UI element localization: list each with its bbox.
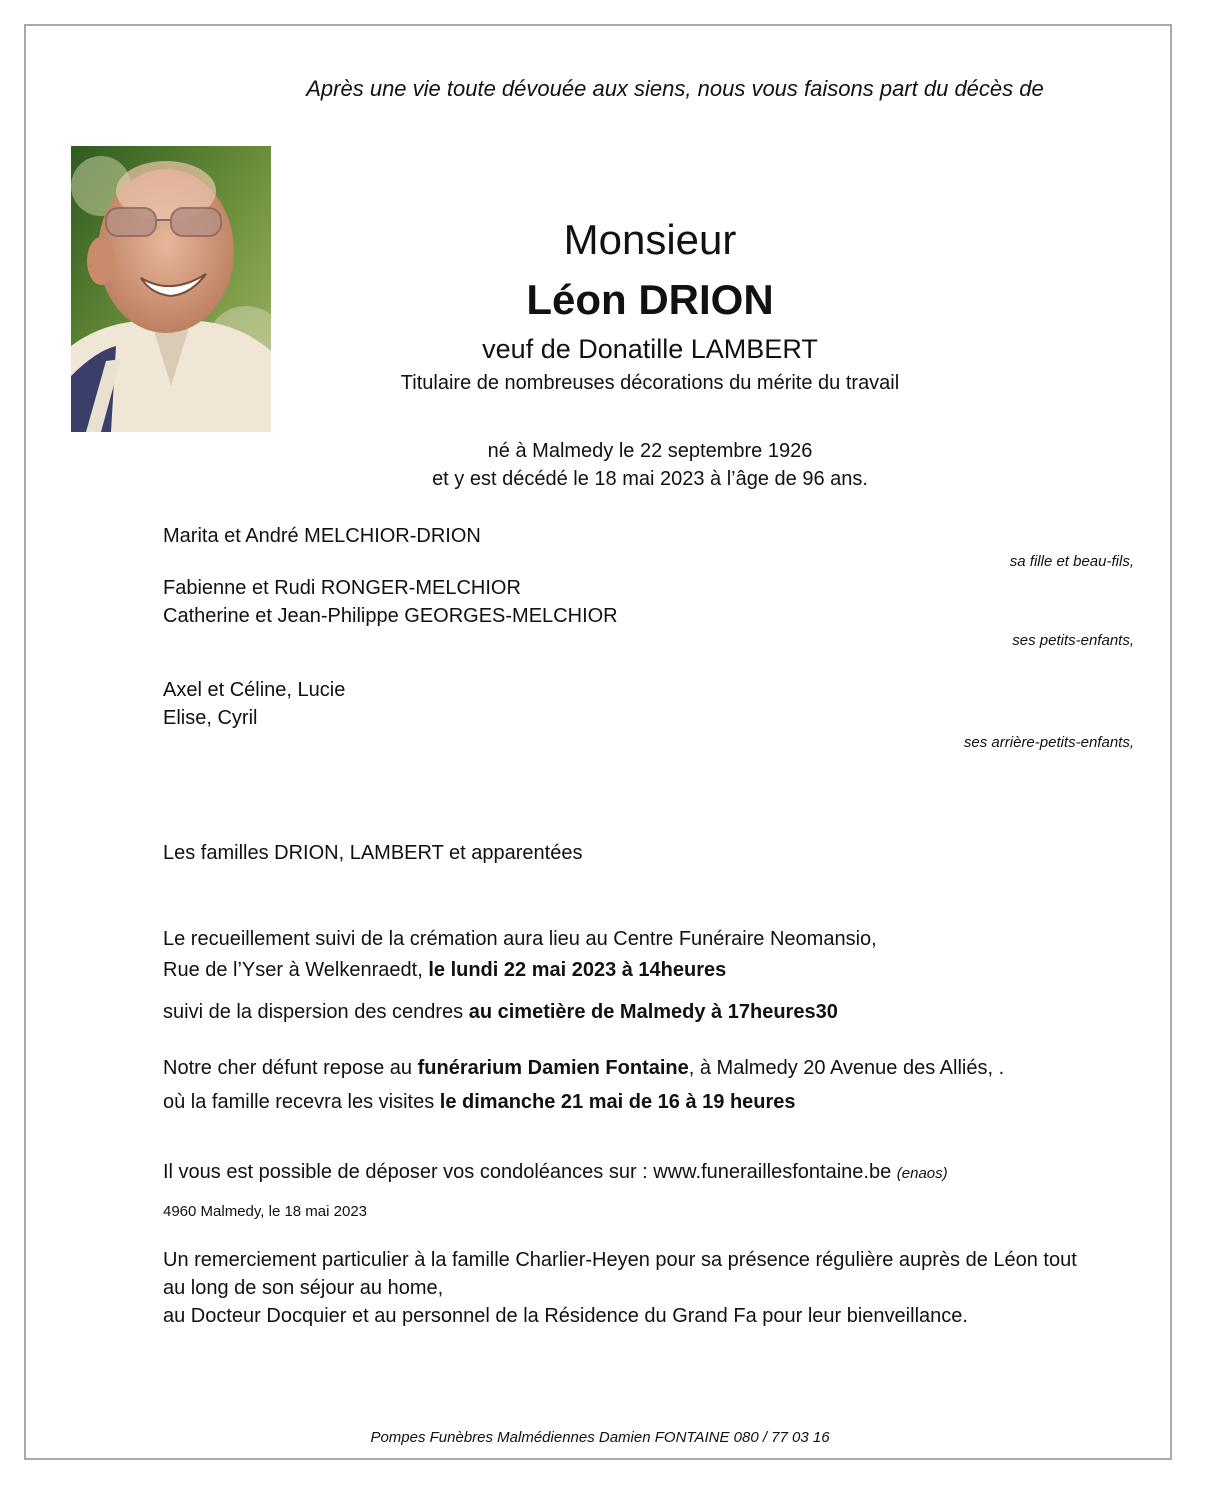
- family-families: Les familles DRION, LAMBERT et apparentées: [163, 842, 583, 864]
- ceremony-line-2: [163, 959, 726, 982]
- relation-grandchildren: ses petits-enfants,: [1012, 632, 1134, 649]
- ceremony-line-3: [163, 1001, 838, 1024]
- dispersion-text: suivi de la dispersion des cendres: [163, 1001, 469, 1023]
- visit-datetime: le dimanche 21 mai de 16 à 19 heures: [439, 1091, 796, 1113]
- portrait-photo: [71, 146, 271, 432]
- dispersion-place-time: au cimetière de Malmedy à 17heures30: [468, 1001, 838, 1023]
- family-great-grandchild-1: Axel et Céline, Lucie: [163, 679, 346, 701]
- family-grandchild-1: Fabienne et Rudi RONGER-MELCHIOR: [163, 577, 521, 599]
- ceremony-location: Rue de l’Yser à Welkenraedt,: [163, 959, 429, 981]
- birth-line: né à Malmedy le 22 septembre 1926: [487, 440, 813, 462]
- thanks-line-2: au long de son séjour au home,: [163, 1277, 444, 1299]
- condolences-note: (enaos): [896, 1165, 948, 1182]
- ceremony-line-1: Le recueillement suivi de la crémation aura lieu au Centre Funéraire Neomansio,: [163, 928, 877, 950]
- footer-funeral-director: Pompes Funèbres Malmédiennes Damien FONTAINE 080 / 77 03 16: [370, 1429, 830, 1446]
- visit-text-b: où la famille recevra les visites: [163, 1091, 440, 1113]
- place-date: 4960 Malmedy, le 18 mai 2023: [163, 1203, 368, 1220]
- spouse-line: veuf de Donatille LAMBERT: [482, 334, 818, 364]
- deceased-name: Léon DRION: [526, 276, 774, 323]
- family-grandchild-2: Catherine et Jean-Philippe GEORGES-MELCHIOR: [163, 605, 618, 627]
- thanks-line-3: au Docteur Docquier et au personnel de la Résidence du Grand Fa pour leur bienveillance.: [163, 1305, 968, 1327]
- ceremony-datetime: le lundi 22 mai 2023 à 14heures: [428, 959, 727, 981]
- portrait-image: [71, 146, 271, 432]
- family-great-grandchild-2: Elise, Cyril: [163, 707, 258, 729]
- honors-line: Titulaire de nombreuses décorations du mérite du travail: [400, 372, 900, 394]
- relation-daughter: sa fille et beau-fils,: [1009, 553, 1134, 570]
- intro-text: Après une vie toute dévouée aux siens, nous vous faisons part du décès de: [306, 76, 1044, 101]
- thanks-line-1: Un remerciement particulier à la famille Charlier-Heyen pour sa présence régulière auprès de Léon tout: [163, 1249, 1077, 1271]
- visit-text-a: Notre cher défunt repose au: [163, 1057, 418, 1079]
- visit-address: , à Malmedy 20 Avenue des Alliés, .: [688, 1057, 1005, 1079]
- condolences-text: Il vous est possible de déposer vos condoléances sur : www.funeraillesfontaine.be: [163, 1161, 892, 1183]
- death-line: et y est décédé le 18 mai 2023 à l’âge de 96 ans.: [432, 468, 868, 490]
- funeral-home: funérarium Damien Fontaine: [417, 1057, 689, 1079]
- visit-line-2: [163, 1091, 796, 1114]
- relation-great-grandchildren: ses arrière-petits-enfants,: [963, 734, 1134, 751]
- visit-line-1: [163, 1057, 1004, 1080]
- civility: Monsieur: [563, 216, 737, 263]
- family-daughter: Marita et André MELCHIOR-DRION: [163, 525, 481, 547]
- condolences-line: [163, 1161, 948, 1184]
